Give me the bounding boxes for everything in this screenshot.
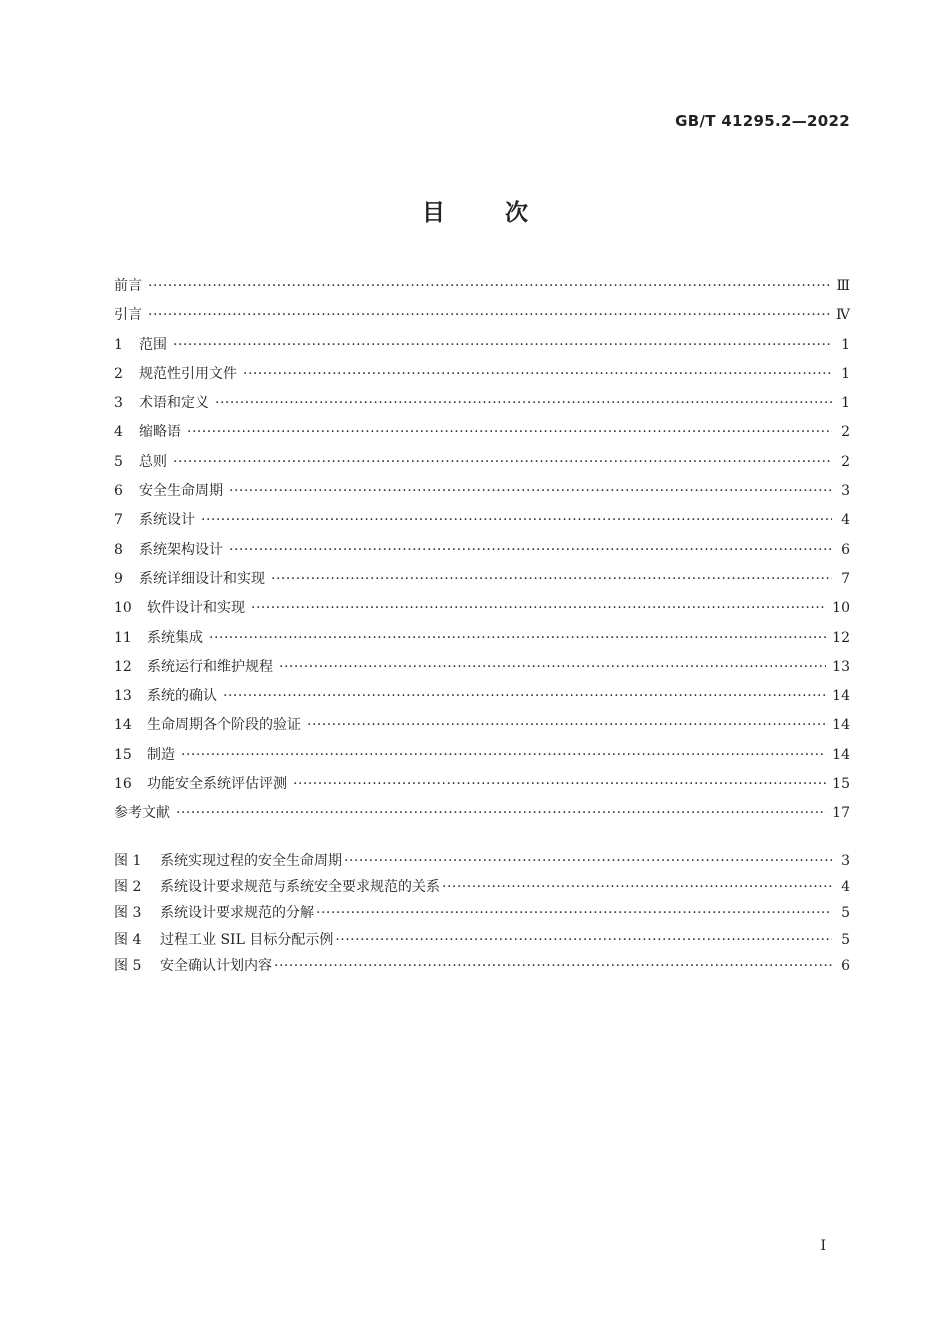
figure-entry[interactable]: [114, 848, 850, 874]
toc-entry[interactable]: [114, 770, 850, 799]
toc-entry-page: 15: [832, 776, 850, 793]
figure-label: 图 3: [114, 905, 142, 922]
leader-dots: [316, 900, 832, 929]
toc-entry[interactable]: [114, 741, 850, 770]
leader-dots: [173, 331, 832, 360]
toc-entry-page: 13: [832, 658, 850, 675]
toc-entry-title: 系统集成: [147, 629, 203, 646]
toc-entry[interactable]: [114, 360, 850, 389]
leader-dots: [279, 653, 826, 682]
toc-entry-title: 系统运行和维护规程: [147, 658, 273, 675]
figure-entry[interactable]: [114, 900, 850, 926]
toc-entry-title: 系统架构设计: [139, 541, 223, 558]
figure-title: 系统设计要求规范与系统安全要求规范的关系: [160, 879, 440, 896]
figure-label: 图 2: [114, 879, 142, 896]
toc-entry-title: 总则: [139, 453, 167, 470]
toc-entry-title: 系统的确认: [147, 688, 217, 705]
toc-entry[interactable]: [114, 506, 850, 535]
figure-entry[interactable]: [114, 953, 850, 979]
toc-entry-page: 3: [841, 483, 850, 500]
toc-entry-title: 缩略语: [139, 424, 181, 441]
page-number: I: [820, 1238, 826, 1254]
leader-dots: [187, 418, 832, 447]
toc-entry[interactable]: [114, 477, 850, 506]
toc-entry-title: 功能安全系统评估评测: [147, 776, 287, 793]
toc-entry-title: 参考文献: [114, 805, 170, 822]
toc-entry-page: 17: [832, 805, 850, 822]
leader-dots: [442, 874, 832, 903]
leader-dots: [293, 770, 826, 799]
toc-entry-page: 12: [832, 629, 850, 646]
figure-page: 3: [841, 853, 850, 869]
toc-entry-title: 引言: [114, 307, 142, 324]
toc-entry-number: 6: [114, 483, 123, 500]
toc-entry-number: 16: [114, 776, 132, 793]
toc-entry-page: 14: [832, 688, 850, 705]
toc-entry[interactable]: [114, 418, 850, 447]
leader-dots: [215, 389, 832, 418]
toc-entry-page: 6: [841, 541, 850, 558]
figure-entry[interactable]: [114, 927, 850, 953]
toc-entry[interactable]: [114, 799, 850, 828]
leader-dots: [274, 953, 832, 982]
figure-entry[interactable]: [114, 874, 850, 900]
toc-entry-title: 系统详细设计和实现: [139, 570, 265, 587]
toc-entry-number: 10: [114, 600, 132, 617]
toc-entry-title: 规范性引用文件: [139, 365, 237, 382]
toc-entry-number: 2: [114, 365, 123, 382]
toc-entry[interactable]: [114, 272, 850, 301]
toc-entry-number: 14: [114, 717, 132, 734]
toc-entry-page: Ⅲ: [836, 278, 850, 294]
figure-title: 过程工业 SIL 目标分配示例: [160, 931, 334, 948]
leader-dots: [201, 506, 832, 535]
toc-entry-title: 系统设计: [139, 512, 195, 529]
toc-entry-number: 1: [114, 336, 123, 353]
leader-dots: [223, 682, 826, 711]
toc-entry-number: 8: [114, 541, 123, 558]
figure-page: 4: [841, 879, 850, 896]
leader-dots: [229, 536, 832, 565]
toc-entry-number: 7: [114, 512, 123, 529]
toc-entry-page: 7: [841, 570, 850, 587]
leader-dots: [148, 301, 830, 330]
table-of-contents: [114, 272, 850, 829]
leader-dots: [209, 624, 826, 653]
toc-entry-number: 4: [114, 424, 123, 441]
toc-entry[interactable]: [114, 711, 850, 740]
list-of-figures: [114, 848, 850, 979]
figure-title: 系统设计要求规范的分解: [160, 905, 314, 922]
toc-entry-page: 14: [832, 717, 850, 734]
toc-entry-page: 1: [841, 395, 850, 412]
toc-entry-number: 9: [114, 570, 123, 587]
toc-entry-title: 软件设计和实现: [147, 600, 245, 617]
toc-entry[interactable]: [114, 389, 850, 418]
toc-entry-title: 安全生命周期: [139, 483, 223, 500]
toc-entry-page: 10: [832, 600, 850, 617]
figure-page: 5: [841, 905, 850, 922]
leader-dots: [335, 927, 832, 956]
toc-entry-title: 范围: [139, 336, 167, 353]
toc-entry-number: 11: [114, 629, 132, 646]
toc-entry[interactable]: [114, 594, 850, 623]
toc-entry[interactable]: [114, 301, 850, 330]
leader-dots: [243, 360, 832, 389]
figure-label: 图 1: [114, 853, 142, 869]
toc-entry[interactable]: [114, 565, 850, 594]
toc-entry-page: 14: [832, 746, 850, 763]
toc-entry[interactable]: [114, 448, 850, 477]
leader-dots: [307, 711, 826, 740]
title-char-2: 次: [505, 200, 528, 226]
leader-dots: [251, 594, 826, 623]
toc-entry-page: 2: [841, 453, 850, 470]
figure-label: 图 5: [114, 957, 142, 974]
toc-entry-title: 生命周期各个阶段的验证: [147, 717, 301, 734]
toc-entry[interactable]: [114, 653, 850, 682]
toc-entry-page: 1: [841, 365, 850, 382]
page-title: [0, 194, 950, 227]
leader-dots: [148, 272, 830, 301]
leader-dots: [176, 799, 826, 828]
toc-entry-number: 3: [114, 395, 123, 412]
toc-entry[interactable]: [114, 536, 850, 565]
toc-entry-page: 4: [841, 512, 850, 529]
toc-entry[interactable]: [114, 682, 850, 711]
leader-dots: [173, 448, 832, 477]
leader-dots: [344, 848, 832, 877]
standard-code: GB/T 41295.2—2022: [675, 112, 850, 130]
figure-page: 5: [841, 931, 850, 948]
toc-entry-number: 5: [114, 453, 123, 470]
figure-title: 安全确认计划内容: [160, 957, 272, 974]
toc-entry-number: 12: [114, 658, 132, 675]
leader-dots: [271, 565, 832, 594]
toc-entry-page: 2: [841, 424, 850, 441]
leader-dots: [229, 477, 832, 506]
toc-entry[interactable]: [114, 331, 850, 360]
title-char-1: 目: [422, 200, 445, 226]
figure-page: 6: [841, 957, 850, 974]
toc-entry[interactable]: [114, 624, 850, 653]
leader-dots: [181, 741, 826, 770]
toc-entry-title: 制造: [147, 746, 175, 763]
figure-title: 系统实现过程的安全生命周期: [160, 853, 342, 869]
toc-entry-number: 15: [114, 746, 132, 763]
toc-entry-page: 1: [841, 336, 850, 353]
toc-entry-page: Ⅳ: [836, 307, 850, 324]
toc-entry-number: 13: [114, 688, 132, 705]
figure-label: 图 4: [114, 931, 142, 948]
toc-entry-title: 前言: [114, 278, 142, 294]
toc-entry-title: 术语和定义: [139, 395, 209, 412]
